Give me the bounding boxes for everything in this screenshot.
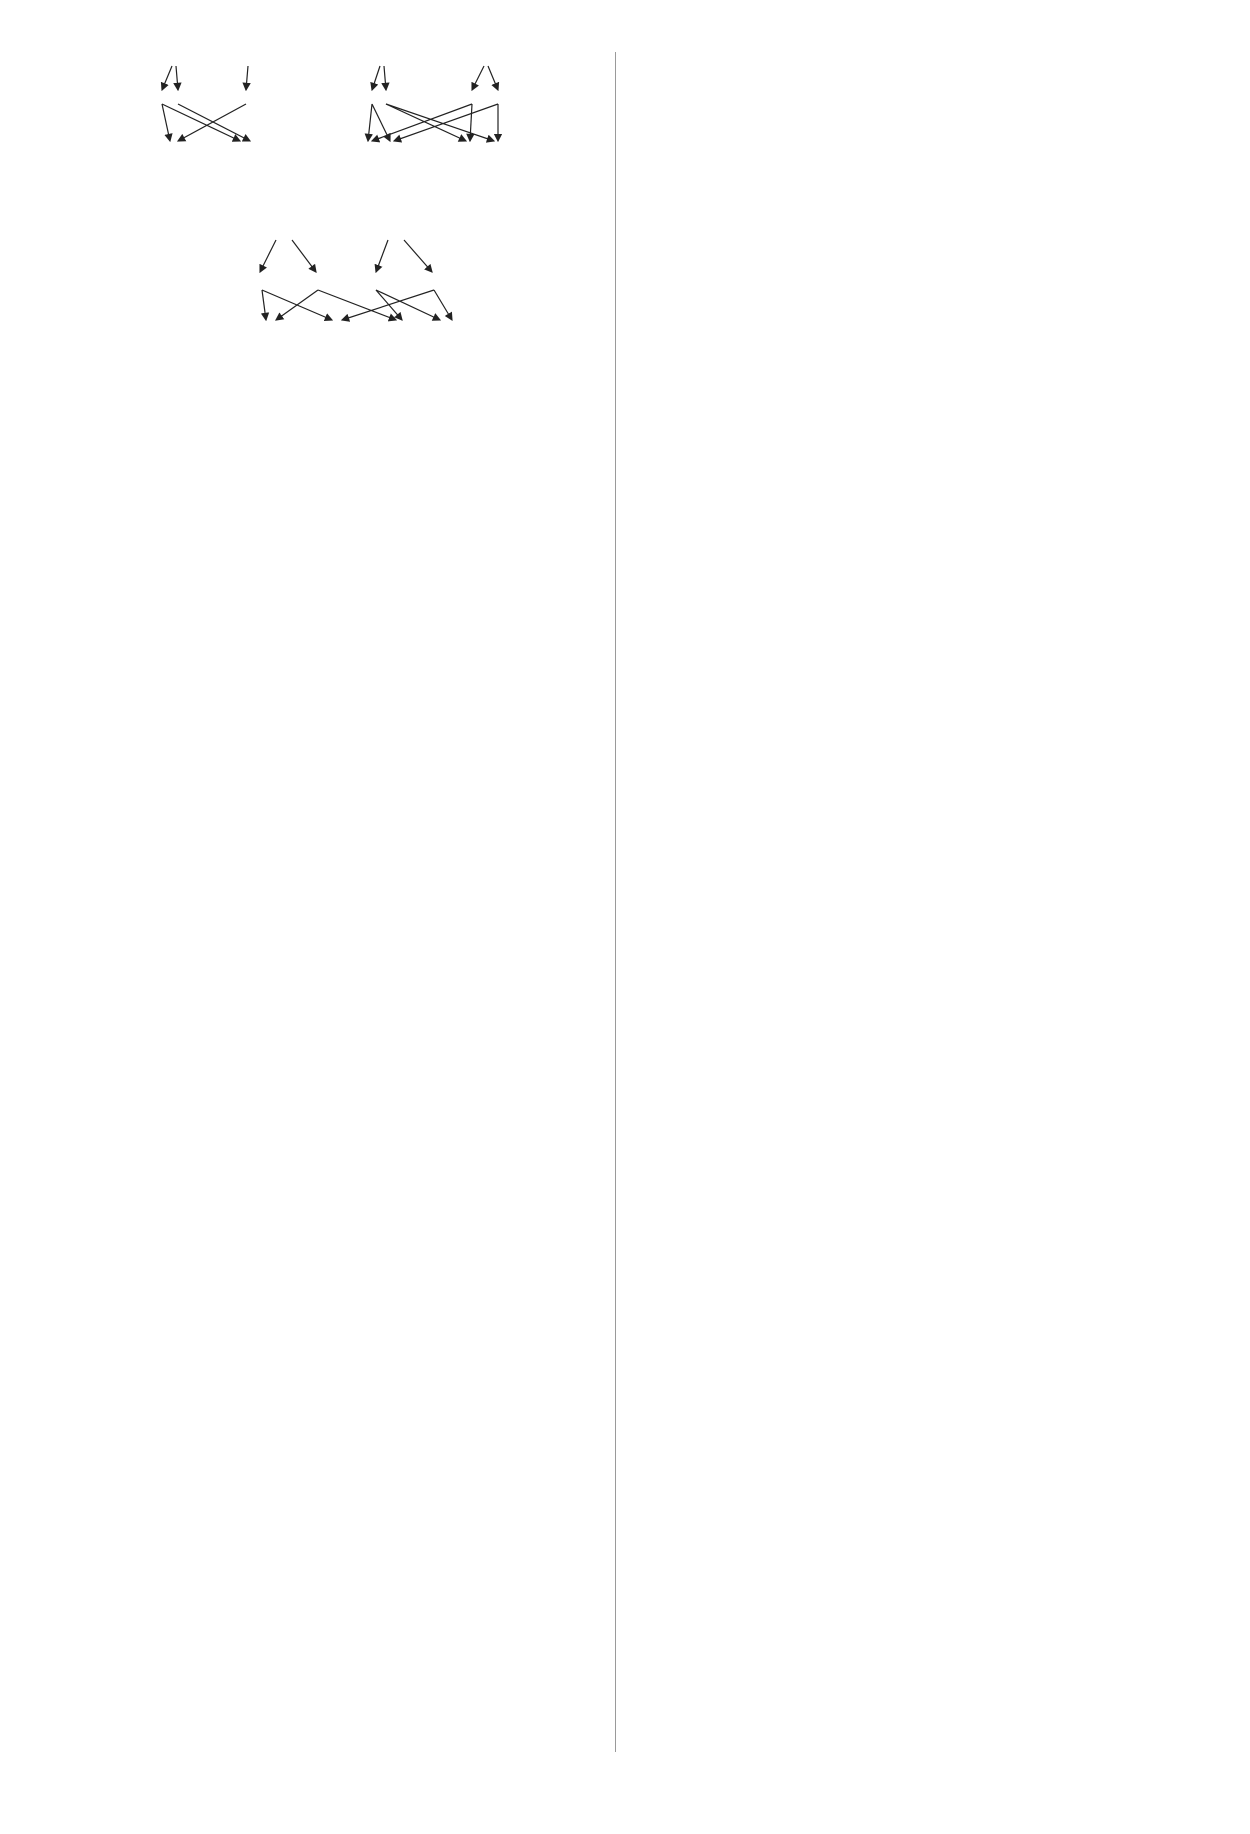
diagram-arrows	[80, 54, 605, 194]
genetic-diagram-dog	[80, 194, 605, 382]
column-divider	[615, 52, 616, 1752]
genetic-diagram-jia-yi	[80, 54, 605, 194]
left-column	[80, 52, 605, 382]
dog-diagram-arrows	[80, 194, 605, 382]
